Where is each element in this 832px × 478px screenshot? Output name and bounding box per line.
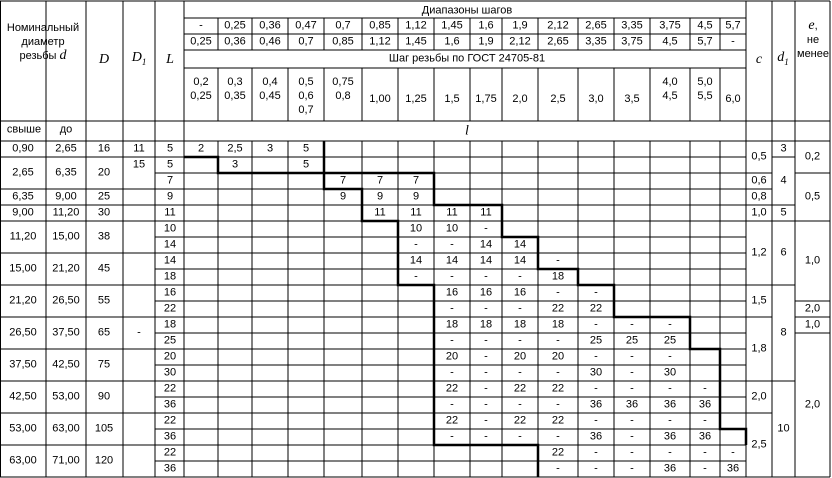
col-header-d1-main: d	[777, 50, 785, 66]
group-L-6-1: 22	[163, 302, 177, 315]
cell-9-8: 16	[479, 286, 493, 299]
cell-8-10: 18	[551, 270, 565, 283]
cell-7-10: -	[556, 254, 560, 267]
group-L-11-1: 36	[163, 462, 177, 475]
nominal-line1: Номинальный	[6, 22, 80, 34]
cell-14-10: -	[556, 366, 560, 379]
c-value-3: 1,0	[751, 206, 767, 219]
cell-17-10: 22	[551, 414, 565, 427]
group-above-10: 53,00	[9, 422, 37, 435]
e-value-3: 2,0	[804, 302, 821, 315]
cell-16-7: -	[450, 398, 454, 411]
range-to-13: 4,5	[662, 35, 678, 48]
cell-1-1: 3	[231, 158, 239, 171]
e-value-0: 0,2	[804, 150, 821, 163]
group-above-0: 0,90	[12, 142, 34, 155]
cell-0-1: 2,5	[227, 142, 243, 155]
range-from-8: 1,6	[478, 19, 494, 32]
cell-17-9: 22	[513, 414, 527, 427]
pitch-title: Шаг резьбы по ГОСТ 24705-81	[388, 52, 546, 65]
group-upto-0: 2,65	[55, 142, 77, 155]
cell-17-7: 22	[445, 414, 459, 427]
group-L-4-1: 14	[163, 238, 177, 251]
c-value-8: 2,5	[751, 438, 767, 451]
pitch-15: 6,0	[725, 93, 741, 105]
range-from-12: 3,35	[621, 19, 643, 32]
cell-17-12: -	[630, 414, 634, 427]
group-upto-6: 26,50	[52, 294, 80, 307]
cell-16-14: 36	[698, 398, 712, 411]
pitch-5: 1,00	[369, 93, 391, 105]
group-D-11: 120	[94, 454, 114, 467]
pitch-7: 1,5	[444, 93, 460, 105]
nominal-line3: резьбы	[19, 50, 57, 62]
cell-13-9: 20	[513, 350, 527, 363]
range-from-9: 1,9	[512, 19, 528, 32]
col-header-e-comma: ,	[814, 20, 818, 32]
range-to-12: 3,75	[621, 35, 643, 48]
cell-4-5: 11	[374, 206, 386, 219]
cell-14-13: 30	[663, 366, 677, 379]
cell-20-14: -	[703, 462, 707, 475]
col-header-L: L	[166, 52, 174, 67]
cell-10-8: -	[484, 302, 488, 315]
nominal-diameter-header	[7, 21, 79, 63]
cell-14-7: -	[450, 366, 454, 379]
above-header: свыше	[6, 123, 42, 136]
group-upto-2: 9,00	[55, 190, 77, 203]
cell-4-7: 11	[446, 206, 458, 219]
group-above-1: 2,65	[12, 166, 34, 179]
cell-20-10: -	[556, 462, 560, 475]
ranges-title: Диапазоны шагов	[421, 4, 513, 17]
cell-0-3: 5	[302, 142, 310, 155]
range-to-8: 1,9	[478, 35, 494, 48]
cell-13-11: -	[594, 350, 598, 363]
pitch-9: 2,0	[512, 93, 528, 105]
group-L-3-0: 11	[164, 206, 176, 219]
pitch-4: 0,75 0,8	[332, 76, 354, 102]
e-value-4: 1,0	[804, 318, 821, 331]
cell-13-13: -	[668, 350, 672, 363]
group-L-10-0: 22	[163, 414, 177, 427]
cell-5-8: -	[484, 222, 488, 235]
range-to-3: 0,7	[298, 35, 314, 48]
pitch-14: 5,0 5,5	[697, 76, 713, 102]
group-D-8: 75	[97, 358, 111, 371]
cell-3-4: 9	[339, 190, 347, 203]
pitch-1: 0,3 0,35	[224, 76, 246, 102]
range-to-7: 1,6	[444, 35, 460, 48]
d1-value-0: 3	[780, 142, 787, 155]
cell-9-7: 16	[445, 286, 459, 299]
cell-19-11: -	[594, 446, 598, 459]
cell-11-9: 18	[513, 318, 527, 331]
group-upto-9: 53,00	[52, 390, 80, 403]
d1-value-1: 4	[780, 174, 787, 187]
stair-right	[324, 173, 746, 445]
range-from-6: 1,12	[405, 19, 427, 32]
pitch-11: 3,0	[588, 93, 604, 105]
col-header-e-line3: менее	[797, 48, 829, 60]
cell-2-5: 7	[376, 174, 384, 187]
range-from-3: 0,47	[295, 19, 317, 32]
cell-19-12: -	[630, 446, 634, 459]
cell-18-12: -	[630, 430, 634, 443]
cell-18-14: 36	[698, 430, 712, 443]
pitch-3: 0,5 0,6 0,7	[298, 76, 314, 116]
group-D1-7: -	[137, 326, 141, 339]
group-above-5: 15,00	[9, 262, 37, 275]
nominal-symbol: d	[59, 48, 67, 63]
group-upto-1: 6,35	[55, 166, 77, 179]
d1-value-4: 8	[780, 326, 787, 339]
cell-2-6: 7	[412, 174, 420, 187]
c-value-7: 2,0	[751, 390, 767, 403]
c-value-0: 0,5	[751, 150, 767, 163]
group-L-5-1: 18	[163, 270, 177, 283]
range-to-10: 2,65	[547, 35, 569, 48]
group-L-7-1: 25	[163, 334, 177, 347]
group-upto-7: 37,50	[52, 326, 80, 339]
cell-12-7: -	[450, 334, 454, 347]
pitch-8: 1,75	[475, 93, 497, 105]
group-L-11-0: 22	[163, 446, 177, 459]
cell-6-7: -	[450, 238, 454, 251]
cell-15-12: -	[630, 382, 634, 395]
group-above-11: 63,00	[9, 454, 37, 467]
col-header-D1-sub: 1	[141, 56, 147, 67]
cell-20-13: 36	[663, 462, 677, 475]
cell-12-13: 25	[663, 334, 677, 347]
group-above-7: 26,50	[9, 326, 37, 339]
group-L-1-1: 7	[166, 174, 174, 187]
pitch-0: 0,2 0,25	[190, 76, 212, 102]
d1-value-3: 6	[780, 246, 787, 259]
group-above-9: 42,50	[9, 390, 37, 403]
group-D-6: 55	[97, 294, 111, 307]
group-D-2: 25	[97, 190, 111, 203]
col-header-D1-main: D	[131, 50, 142, 66]
cell-10-7: -	[450, 302, 454, 315]
cell-12-10: -	[556, 334, 560, 347]
col-header-d1	[777, 51, 789, 69]
cell-15-10: 22	[551, 382, 565, 395]
group-D-10: 105	[94, 422, 114, 435]
e-value-2: 1,0	[804, 254, 821, 267]
c-value-6: 1,8	[751, 342, 767, 355]
col-header-c: c	[755, 52, 763, 67]
cell-15-14: -	[703, 382, 707, 395]
col-header-e-line2: не	[806, 34, 820, 46]
c-value-2: 0,8	[751, 190, 767, 203]
range-from-7: 1,45	[441, 19, 463, 32]
range-from-5: 0,85	[369, 19, 391, 32]
group-D-7: 65	[97, 326, 111, 339]
cell-3-6: 9	[412, 190, 420, 203]
col-header-e	[797, 19, 829, 61]
cell-7-7: 14	[445, 254, 459, 267]
cell-4-6: 11	[410, 206, 422, 219]
col-header-D1	[132, 51, 147, 69]
group-L-9-0: 22	[163, 382, 177, 395]
cell-12-9: -	[518, 334, 522, 347]
cell-8-6: -	[414, 270, 418, 283]
cell-16-11: 36	[589, 398, 603, 411]
l-symbol: l	[465, 123, 469, 139]
cell-14-8: -	[484, 366, 488, 379]
range-from-11: 2,65	[585, 19, 607, 32]
cell-11-11: -	[594, 318, 598, 331]
group-D-4: 38	[97, 230, 111, 243]
cell-14-11: 30	[589, 366, 603, 379]
cell-18-10: -	[556, 430, 560, 443]
group-upto-4: 15,00	[52, 230, 80, 243]
range-to-11: 3,35	[585, 35, 607, 48]
cell-11-12: -	[630, 318, 634, 331]
group-above-2: 6,35	[12, 190, 34, 203]
group-L-8-1: 30	[163, 366, 177, 379]
group-upto-5: 21,20	[52, 262, 80, 275]
cell-0-2: 3	[266, 142, 274, 155]
range-to-14: 5,7	[697, 35, 713, 48]
range-to-0: 0,25	[190, 35, 212, 48]
col-header-e-symbol: e	[808, 18, 815, 33]
cell-13-8: -	[484, 350, 488, 363]
group-L-8-0: 20	[163, 350, 177, 363]
range-to-6: 1,45	[405, 35, 427, 48]
cell-18-11: 36	[589, 430, 603, 443]
pitch-2: 0,4 0,45	[259, 76, 281, 102]
cell-13-10: 20	[551, 350, 565, 363]
cell-16-8: -	[484, 398, 488, 411]
cell-18-13: 36	[663, 430, 677, 443]
cell-19-10: 22	[551, 446, 565, 459]
group-D-9: 90	[97, 390, 111, 403]
cell-20-12: -	[630, 462, 634, 475]
range-from-14: 4,5	[697, 19, 713, 32]
cell-0-0: 2	[197, 142, 205, 155]
group-L-4-0: 10	[163, 222, 177, 235]
cell-9-9: 16	[513, 286, 527, 299]
range-from-0: -	[199, 19, 203, 32]
cell-7-6: 14	[409, 254, 423, 267]
cell-7-8: 14	[479, 254, 493, 267]
cell-7-9: 14	[513, 254, 527, 267]
pitch-10: 2,5	[550, 93, 566, 105]
group-L-9-1: 36	[163, 398, 177, 411]
c-value-5: 1,5	[751, 294, 767, 307]
group-L-5-0: 14	[163, 254, 177, 267]
group-L-2-0: 9	[166, 190, 174, 203]
cell-15-11: -	[594, 382, 598, 395]
cell-20-11: -	[594, 462, 598, 475]
cell-4-8: 11	[480, 206, 492, 219]
cell-18-7: -	[450, 430, 454, 443]
cell-9-11: -	[594, 286, 598, 299]
cell-10-9: -	[518, 302, 522, 315]
cell-16-9: -	[518, 398, 522, 411]
cell-13-7: 20	[445, 350, 459, 363]
d1-value-2: 5	[780, 206, 787, 219]
group-upto-10: 63,00	[52, 422, 80, 435]
col-header-D: D	[98, 52, 110, 67]
cell-19-15: -	[731, 446, 735, 459]
group-L-0-0: 5	[166, 142, 174, 155]
cell-11-8: 18	[479, 318, 493, 331]
group-above-4: 11,20	[9, 230, 37, 243]
e-value-1: 0,5	[804, 190, 821, 203]
cell-8-9: -	[518, 270, 522, 283]
cell-6-9: 14	[513, 238, 527, 251]
pitch-12: 3,5	[624, 93, 640, 105]
e-value-5: 2,0	[804, 398, 821, 411]
range-to-2: 0,46	[259, 35, 281, 48]
cell-17-13: -	[668, 414, 672, 427]
cell-17-11: -	[594, 414, 598, 427]
c-value-4: 1,2	[751, 246, 767, 259]
cell-2-4: 7	[339, 174, 347, 187]
nominal-line2: диаметр	[21, 36, 65, 48]
group-L-7-0: 18	[163, 318, 177, 331]
d1-value-5: 10	[777, 422, 790, 435]
group-D-3: 30	[97, 206, 111, 219]
cell-1-3: 5	[302, 158, 310, 171]
cell-8-7: -	[450, 270, 454, 283]
cell-12-11: 25	[589, 334, 603, 347]
cell-16-10: -	[556, 398, 560, 411]
cell-15-9: 22	[513, 382, 527, 395]
cell-12-8: -	[484, 334, 488, 347]
cell-11-10: 18	[551, 318, 565, 331]
group-L-10-1: 36	[163, 430, 177, 443]
group-D-1: 20	[97, 166, 111, 179]
cell-11-7: 18	[445, 318, 459, 331]
group-D-5: 45	[97, 262, 111, 275]
cell-5-7: 10	[445, 222, 459, 235]
range-from-13: 3,75	[659, 19, 681, 32]
cell-18-9: -	[518, 430, 522, 443]
cell-14-9: -	[518, 366, 522, 379]
col-header-d1-sub: 1	[784, 56, 789, 67]
cell-15-13: -	[668, 382, 672, 395]
range-to-5: 1,12	[369, 35, 391, 48]
group-L-1-0: 5	[166, 158, 174, 171]
range-from-4: 0,7	[335, 19, 351, 32]
cell-14-12: -	[630, 366, 634, 379]
cell-20-15: 36	[726, 462, 740, 475]
group-upto-11: 71,00	[52, 454, 80, 467]
range-from-15: 5,7	[725, 19, 741, 32]
range-to-1: 0,36	[224, 35, 246, 48]
range-to-9: 2,12	[509, 35, 531, 48]
cell-10-10: 22	[551, 302, 565, 315]
cell-17-8: -	[484, 414, 488, 427]
range-to-15: -	[731, 35, 735, 48]
cell-18-8: -	[484, 430, 488, 443]
cell-17-14: -	[703, 414, 707, 427]
cell-16-12: 36	[625, 398, 639, 411]
cell-12-12: 25	[625, 334, 639, 347]
stair-left-2	[324, 173, 538, 477]
cell-15-8: -	[484, 382, 488, 395]
cell-15-7: 22	[445, 382, 459, 395]
cell-19-14: -	[703, 446, 707, 459]
group-above-8: 37,50	[9, 358, 37, 371]
cell-9-10: -	[556, 286, 560, 299]
group-D1-1: 15	[132, 158, 146, 171]
range-to-4: 0,85	[332, 35, 354, 48]
group-D-0: 16	[97, 142, 111, 155]
cell-6-8: 14	[479, 238, 493, 251]
group-upto-3: 11,20	[52, 206, 80, 219]
group-above-6: 21,20	[9, 294, 37, 307]
cell-10-11: 22	[589, 302, 603, 315]
group-upto-8: 42,50	[52, 358, 80, 371]
range-from-10: 2,12	[547, 19, 569, 32]
pitch-13: 4,0 4,5	[662, 76, 678, 102]
cell-5-6: 10	[409, 222, 423, 235]
c-value-1: 0,6	[751, 174, 767, 187]
pitch-6: 1,25	[405, 93, 427, 105]
group-L-6-0: 16	[163, 286, 177, 299]
cell-11-13: -	[668, 318, 672, 331]
group-above-3: 9,00	[12, 206, 34, 219]
cell-6-6: -	[414, 238, 418, 251]
cell-13-12: -	[630, 350, 634, 363]
range-from-1: 0,25	[224, 19, 246, 32]
cell-16-13: 36	[663, 398, 677, 411]
cell-19-13: -	[668, 446, 672, 459]
cell-3-5: 9	[376, 190, 384, 203]
group-D1-0: 11	[133, 142, 145, 155]
range-from-2: 0,36	[259, 19, 281, 32]
upto-header: до	[59, 123, 73, 136]
cell-8-8: -	[484, 270, 488, 283]
